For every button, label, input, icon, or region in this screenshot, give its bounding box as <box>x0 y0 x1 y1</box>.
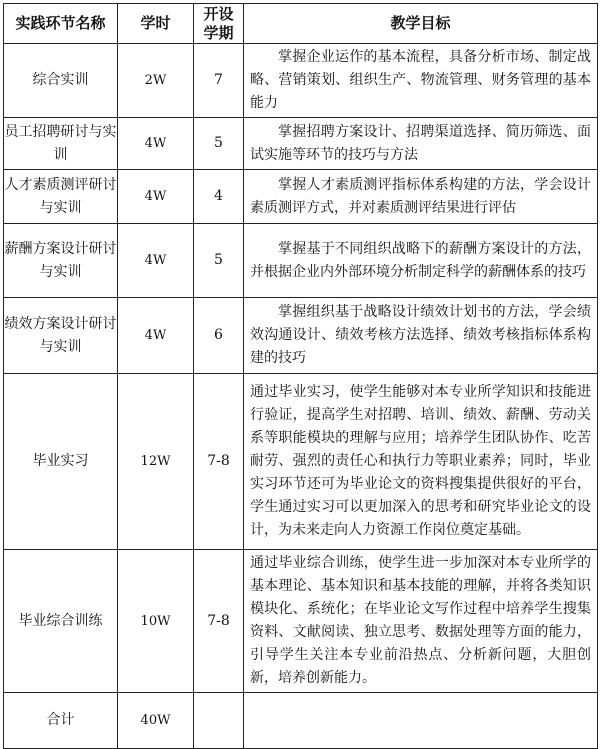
total-objective <box>244 693 598 749</box>
row-term: 5 <box>194 224 244 298</box>
total-label: 合计 <box>4 693 118 749</box>
header-row <box>4 4 598 44</box>
total-hours: 40W <box>118 693 194 749</box>
practice-table <box>3 3 598 749</box>
table-row <box>4 118 598 170</box>
row-hours: 2W <box>118 44 194 118</box>
row-objective: 掌握组织基于战略设计绩效计划书的方法，学会绩效沟通设计、绩效考核方法选择、绩效考核指标体系构建的技巧 <box>244 298 598 374</box>
row-name: 毕业综合训练 <box>4 550 118 693</box>
table-row <box>4 170 598 224</box>
row-hours: 4W <box>118 118 194 170</box>
table-row <box>4 44 598 118</box>
row-term: 7-8 <box>194 374 244 550</box>
row-term: 5 <box>194 118 244 170</box>
header-hours: 学时 <box>118 4 194 44</box>
row-name: 员工招聘研讨与实训 <box>4 118 118 170</box>
row-objective: 掌握基于不同组织战略下的薪酬方案设计的方法，并根据企业内外部环境分析制定科学的薪酬体系的技巧 <box>244 224 598 298</box>
row-objective: 掌握招聘方案设计、招聘渠道选择、简历筛选、面试实施等环节的技巧与方法 <box>244 118 598 170</box>
table-row <box>4 374 598 550</box>
row-hours: 4W <box>118 298 194 374</box>
row-name: 绩效方案设计研讨与实训 <box>4 298 118 374</box>
row-name: 综合实训 <box>4 44 118 118</box>
row-term: 4 <box>194 170 244 224</box>
row-hours: 10W <box>118 550 194 693</box>
row-name: 薪酬方案设计研讨与实训 <box>4 224 118 298</box>
row-hours: 4W <box>118 170 194 224</box>
row-objective: 通过毕业综合训练，使学生进一步加深对本专业所学的基本理论、基本知识和基本技能的理解，并将各类知识模块化、系统化；在毕业论文写作过程中培养学生搜集资料、文献阅读、独立思考、数据处理等方面的能力，引导学生关注本专业前沿热点、分析新问题，大胆创新，培养创新能力。 <box>244 550 598 693</box>
row-hours: 4W <box>118 224 194 298</box>
row-objective: 通过毕业实习，使学生能够对本专业所学知识和技能进行验证，提高学生对招聘、培训、绩效、薪酬、劳动关系等职能模块的理解与应用；培养学生团队协作、吃苦耐劳、强烈的责任心和执行力等职业素养；同时，毕业实习环节还可为毕业论文的资料搜集提供很好的平台，学生通过实习可以更加深入的思考和研究毕业论文的设计，为未来走向人力资源工作岗位奠定基础。 <box>244 374 598 550</box>
header-name: 实践环节名称 <box>4 4 118 44</box>
total-term <box>194 693 244 749</box>
header-term: 开设学期 <box>194 4 244 44</box>
row-term: 7-8 <box>194 550 244 693</box>
table-row <box>4 550 598 693</box>
row-name: 毕业实习 <box>4 374 118 550</box>
row-term: 6 <box>194 298 244 374</box>
table-row <box>4 224 598 298</box>
table-row <box>4 298 598 374</box>
header-objective: 教学目标 <box>244 4 598 44</box>
row-hours: 12W <box>118 374 194 550</box>
total-row <box>4 693 598 749</box>
row-objective: 掌握企业运作的基本流程，具备分析市场、制定战略、营销策划、组织生产、物流管理、财务管理的基本能力 <box>244 44 598 118</box>
row-objective: 掌握人才素质测评指标体系构建的方法，学会设计素质测评方式，并对素质测评结果进行评估 <box>244 170 598 224</box>
row-term: 7 <box>194 44 244 118</box>
row-name: 人才素质测评研讨与实训 <box>4 170 118 224</box>
